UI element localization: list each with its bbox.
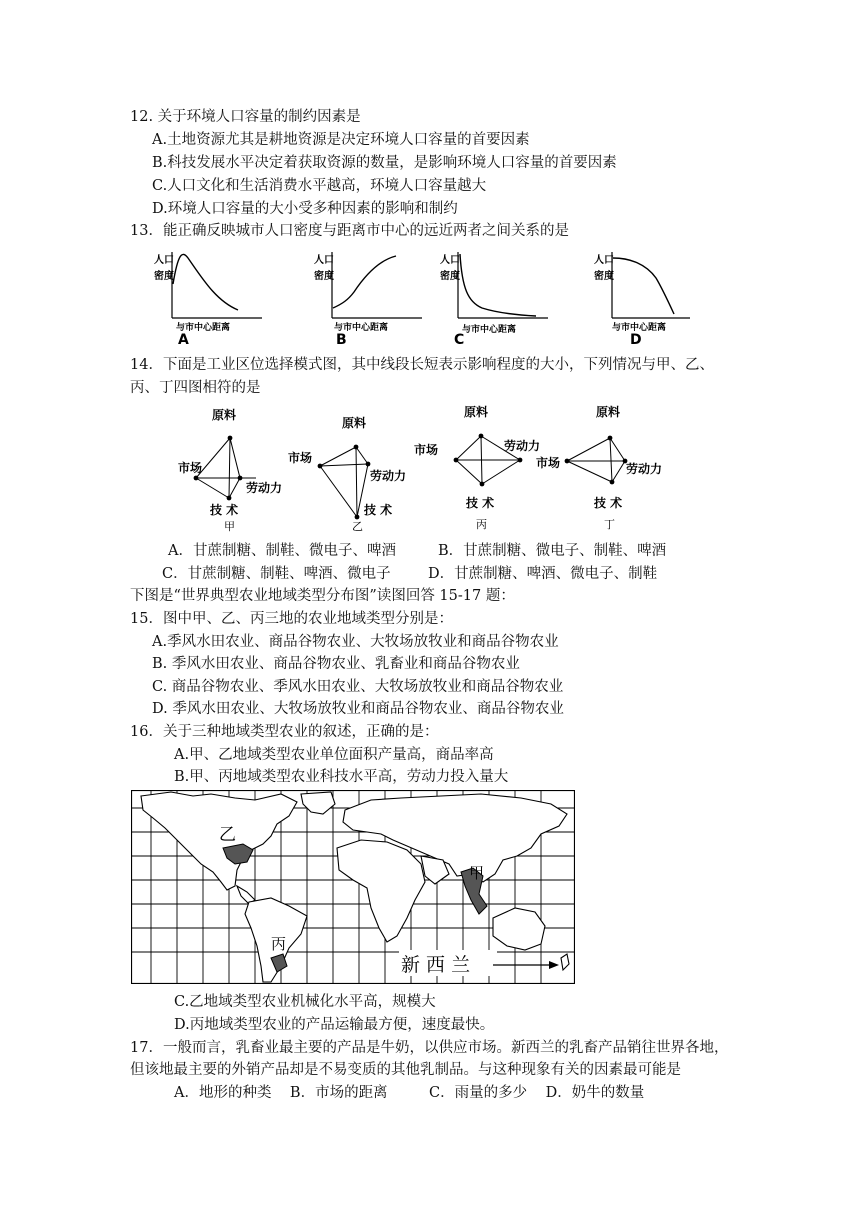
q13-stem: 13．能正确反映城市人口密度与距离市中心的远近两者之间关系的是 — [130, 223, 569, 239]
q14-option-c: C．甘蔗制糖、制鞋、啤酒、微电子 — [162, 566, 391, 582]
svg-text:与市中心距离: 与市中心距离 — [176, 323, 231, 333]
label-bing: 丙 — [271, 935, 287, 953]
q17-stem-line1: 17．一般而言，乳畜业最主要的产品是牛奶，以供应市场。新西兰的乳畜产品销往世界各地， — [130, 1040, 729, 1056]
svg-text:原料: 原料 — [212, 408, 237, 422]
svg-text:技 术: 技 术 — [364, 503, 393, 517]
q15-option-c: C. 商品谷物农业、季风水田农业、大牧场放牧业和商品谷物农业 — [152, 679, 564, 695]
svg-text:原料: 原料 — [596, 405, 621, 419]
q13-graph-d — [590, 246, 710, 346]
svg-text:技 术: 技 术 — [466, 496, 495, 510]
svg-text:人口: 人口 — [314, 255, 334, 266]
q12-option-d: D.环境人口容量的大小受多种因素的影响和制约 — [152, 201, 458, 217]
svg-text:原料: 原料 — [464, 405, 489, 419]
q12-stem: 12. 关于环境人口容量的制约因素是 — [130, 109, 361, 125]
q17-stem-line2: 但该地最主要的外销产品却是不易变质的其他乳制品。与这种现象有关的因素最可能是 — [130, 1062, 681, 1078]
svg-text:密度: 密度 — [440, 271, 460, 282]
diagram-name-ding: 丁 — [604, 518, 615, 531]
q15-stem: 15．图中甲、乙、丙三地的农业地域类型分别是： — [130, 611, 453, 627]
label-yi: 乙 — [219, 825, 236, 845]
label-jia: 甲 — [469, 864, 485, 882]
svg-text:原料: 原料 — [342, 416, 367, 430]
q13-letter-c: C — [454, 332, 465, 346]
q14-stem-line2: 丙、丁四图相符的是 — [130, 380, 261, 396]
q15-option-b: B. 季风水田农业、商品谷物农业、乳畜业和商品谷物农业 — [152, 656, 520, 672]
q14-option-a: A．甘蔗制糖、制鞋、微电子、啤酒 — [168, 543, 396, 559]
svg-text:劳动力: 劳动力 — [504, 439, 541, 453]
svg-text:与市中心距离: 与市中心距离 — [612, 323, 667, 333]
diagram-name-jia: 甲 — [224, 520, 235, 533]
diagram-yi — [288, 415, 406, 533]
q15-option-d: D. 季风水田农业、大牧场放牧业和商品谷物农业、商品谷物农业 — [152, 701, 564, 717]
q17-options: A．地形的种类 B．市场的距离 C．雨量的多少 D．奶牛的数量 — [174, 1085, 645, 1101]
q13-graph-c — [436, 246, 556, 346]
diagram-name-yi: 乙 — [352, 520, 363, 533]
q12-option-b: B.科技发展水平决定着获取资源的数量，是影响环境人口容量的首要因素 — [152, 155, 617, 171]
svg-text:劳动力: 劳动力 — [370, 469, 407, 483]
svg-text:密度: 密度 — [594, 271, 614, 282]
world-agriculture-map — [131, 790, 575, 984]
map-intro: 下图是“世界典型农业地域类型分布图”读图回答 15-17 题： — [130, 588, 515, 604]
diagram-name-bing: 丙 — [476, 518, 487, 531]
label-new-zealand: 新 西 兰 — [401, 954, 471, 976]
svg-text:人口: 人口 — [594, 255, 614, 266]
svg-text:劳动力: 劳动力 — [246, 481, 283, 495]
q12-option-a: A.土地资源尤其是耕地资源是决定环境人口容量的首要因素 — [152, 132, 530, 148]
svg-text:市场: 市场 — [178, 461, 203, 475]
diagram-jia — [178, 407, 282, 533]
q16-option-b: B.甲、丙地域类型农业科技水平高，劳动力投入量大 — [174, 769, 509, 785]
svg-text:与市中心距离: 与市中心距离 — [334, 323, 389, 333]
diagram-ding — [536, 404, 662, 531]
q13-letter-d: D — [630, 332, 642, 346]
svg-text:与市中心距离: 与市中心距离 — [462, 325, 517, 335]
svg-text:市场: 市场 — [536, 456, 561, 470]
q16-stem: 16．关于三种地域类型农业的叙述，正确的是： — [130, 724, 439, 740]
svg-text:技 术: 技 术 — [210, 503, 239, 517]
svg-text:密度: 密度 — [154, 271, 174, 282]
svg-text:人口: 人口 — [154, 255, 174, 266]
svg-text:市场: 市场 — [288, 451, 313, 465]
q13-letter-a: A — [178, 332, 189, 346]
q16-option-a: A.甲、乙地域类型农业单位面积产量高，商品率高 — [174, 747, 494, 763]
svg-text:人口: 人口 — [440, 255, 460, 266]
q12-option-c: C.人口文化和生活消费水平越高，环境人口容量越大 — [152, 178, 487, 194]
q14-option-b: B．甘蔗制糖、微电子、制鞋、啤酒 — [438, 543, 667, 559]
svg-text:密度: 密度 — [314, 271, 334, 282]
q13-letter-b: B — [336, 332, 347, 346]
q15-option-a: A.季风水田农业、商品谷物农业、大牧场放牧业和商品谷物农业 — [152, 634, 559, 650]
q16-option-c: C.乙地域类型农业机械化水平高，规模大 — [174, 994, 436, 1010]
q14-stem-line1: 14．下面是工业区位选择模式图，其中线段长短表示影响程度的大小，下列情况与甲、乙、 — [130, 357, 714, 373]
svg-text:劳动力: 劳动力 — [626, 462, 663, 476]
q14-location-diagrams — [170, 400, 690, 535]
diagram-bing — [414, 404, 540, 531]
svg-text:市场: 市场 — [414, 443, 439, 457]
q13-graph-b — [310, 246, 430, 346]
q13-graph-a — [150, 246, 270, 346]
q14-option-d: D．甘蔗制糖、啤酒、微电子、制鞋 — [428, 566, 658, 582]
svg-text:技 术: 技 术 — [594, 496, 623, 510]
q16-option-d: D.丙地域类型农业的产品运输最方便，速度最快。 — [174, 1017, 495, 1033]
